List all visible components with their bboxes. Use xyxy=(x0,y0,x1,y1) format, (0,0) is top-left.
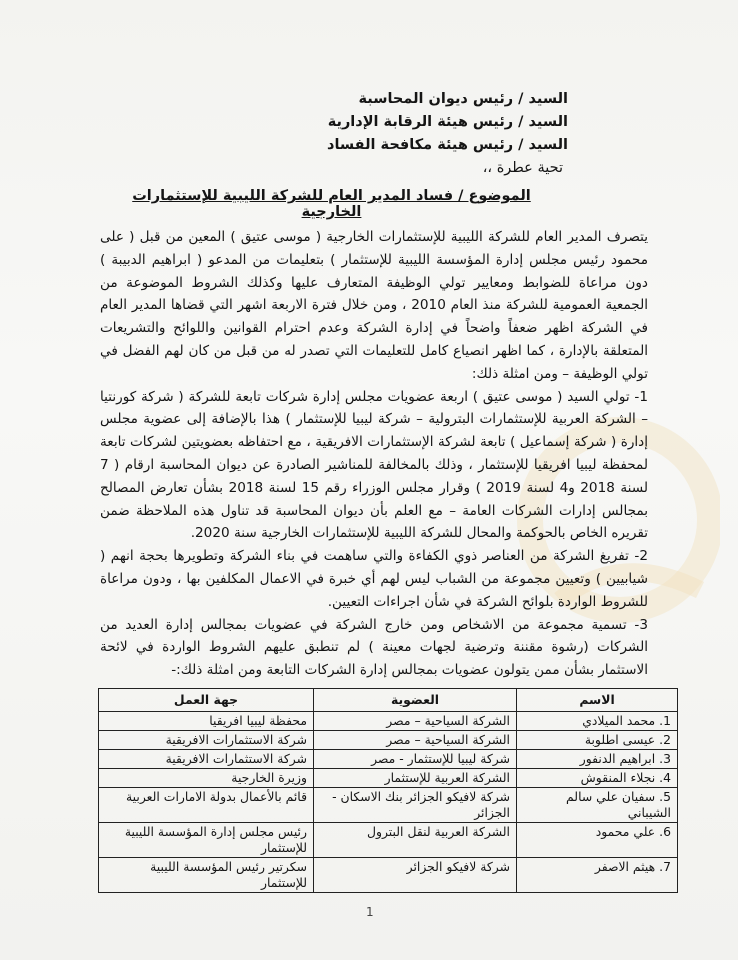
table-row xyxy=(99,731,678,750)
addressee-line: السيد / رئيس ديوان المحاسبة xyxy=(358,91,568,107)
employer-cell: شركة الاستثمارات الافريقية xyxy=(99,731,314,750)
row-number: 5. xyxy=(659,789,671,804)
person-name: عيسى اطلوبة xyxy=(584,732,656,747)
person-name: هيثم الاصفر xyxy=(594,859,656,874)
page-number: 1 xyxy=(366,905,374,919)
person-name: علي محمود xyxy=(595,824,656,839)
person-name: محمد الميلادي xyxy=(582,713,656,728)
greeting: تحية عطرة ،، xyxy=(482,160,563,176)
row-number: 1. xyxy=(659,713,671,728)
table-row xyxy=(99,823,678,858)
name-cell xyxy=(517,750,678,769)
name-cell xyxy=(517,731,678,750)
membership-cell: الشركة العربية للإستثمار xyxy=(314,769,517,788)
person-name: نجلاء المنقوش xyxy=(580,770,656,785)
person-name: ابراهيم الدنفور xyxy=(579,751,656,766)
addressee-line: السيد / رئيس هيئة الرقابة الإدارية xyxy=(327,114,568,130)
membership-cell: الشركة السياحية – مصر xyxy=(314,712,517,731)
membership-cell: شركة لافيكو الجزائر بنك الاسكان - الجزائر xyxy=(314,788,517,823)
name-cell xyxy=(517,712,678,731)
header-name: الاسم xyxy=(517,689,678,712)
name-cell xyxy=(517,858,678,893)
addressee-list xyxy=(208,88,568,157)
person-name: سفيان علي سالم الشيباني xyxy=(566,789,671,820)
name-cell xyxy=(517,769,678,788)
table-row xyxy=(99,788,678,823)
employer-cell: سكرتير رئيس المؤسسة الليبية للإستثمار xyxy=(99,858,314,893)
table-header-row xyxy=(99,689,678,712)
employer-cell: رئيس مجلس إدارة المؤسسة الليبية للإستثمار xyxy=(99,823,314,858)
table-row xyxy=(99,712,678,731)
intro-paragraph: يتصرف المدير العام للشركة الليبية للإستثمارات الخارجية ( موسى عتيق ) المعين من قبل ( على محمود رئيس مجلس إدارة المؤسسة الليبية للإستثمار ) بتعليمات من المدعو ( ابراهيم الدبيبة ) دون مراعاة للضوابط ومعايير تولي الوظيفة المتعارف عليها وكذلك الشروط الموضوعة من الجمعية العمومية للشركة منذ العام 2010 ، ومن خلال فترة الاربعة اشهر التي قضاها المدير العام في الشركة اظهر ضعفاً واضحاً في إدارة الشركة وعدم احترام القوانين واللوائح والتشريعات المتعلقة بالإدارة ، كما اظهر انصياع كامل للتعليمات التي تصدر له من قبل من كان لهم الفضل في تولي الوظيفة – ومن امثلة ذلك: xyxy=(100,229,649,382)
row-number: 7. xyxy=(659,859,671,874)
list-item: 1- تولي السيد ( موسى عتيق ) اربعة عضويات مجلس إدارة شركات تابعة للشركة ( شركة كورنتيا – الشركة العربية للإستثمارات البترولية – شركة ليبيا للإستثمار ) هذا بالإضافة إلى عضوية مجلس إدارة ( شركة إسماعيل ) تابعة لشركة الإستثمارات الافريقية ، مع احتفاظه بعضويتين لشركات تابعة لمحفظة ليبيا افريقيا للإستثمار ، وذلك بالمخالفة للمناشير الصادرة عن ديوان المحاسبة ارقام ( 7 لسنة 2018 و4 لسنة 2019 ) وقرار مجلس الوزراء رقم 15 لسنة 2018 بشأن تعارض المصالح بمجالس إدارات الشركات العامة – مع العلم بأن ديوان المحاسبة قد تناول هذه الملاحظة ضمن تقريره الخاص بالحوكمة والمحال للشركة الليبية للإستثمارات الخارجية سنة 2020. xyxy=(100,388,649,542)
table-row xyxy=(99,858,678,893)
row-number: 4. xyxy=(659,770,671,785)
addressee-line: السيد / رئيس هيئة مكافحة الفساد xyxy=(327,137,568,153)
header-employer: جهة العمل xyxy=(99,689,314,712)
list-item: 3- تسمية مجموعة من الاشخاص ومن خارج الشركة في عضويات بمجالس إدارة العديد من الشركات (رشوة مقننة وترضية لجهات معينة ) لم تنطبق عليهم الشروط الواردة في لائحة الاستثمار بشأن ممن يتولون عضويات بمجالس إدارة الشركات التابعة ومن امثلة ذلك:- xyxy=(100,616,648,679)
row-number: 2. xyxy=(659,732,671,747)
table-row xyxy=(99,750,678,769)
members-table xyxy=(98,688,678,893)
membership-cell: الشركة السياحية – مصر xyxy=(314,731,517,750)
table-row xyxy=(99,769,678,788)
letter-body xyxy=(100,226,648,682)
membership-cell: شركة لافيكو الجزائر xyxy=(314,858,517,893)
employer-cell: قائم بالأعمال بدولة الامارات العربية xyxy=(99,788,314,823)
list-item: 2- تفريغ الشركة من العناصر ذوي الكفاءة والتي ساهمت في بناء الشركة وتطويرها بحجة انهم ( شيابيين ) وتعيين مجموعة من الشباب ليس لهم أي خبرة في الاعمال المكلفين بها ، ودون مراعاة للشروط الواردة بلوائح الشركة في شأن اجراءات التعيين. xyxy=(100,548,648,610)
name-cell xyxy=(517,788,678,823)
header-membership: العضوية xyxy=(314,689,517,712)
employer-cell: محفظة ليبيا افريقيا xyxy=(99,712,314,731)
subject-line: الموضوع / فساد المدير العام للشركة الليبية للإستثمارات الخارجية xyxy=(132,188,531,220)
membership-cell: الشركة العربية لنقل البترول xyxy=(314,823,517,858)
employer-cell: وزيرة الخارجية xyxy=(99,769,314,788)
name-cell xyxy=(517,823,678,858)
membership-cell: شركة ليبيا للإستثمار - مصر xyxy=(314,750,517,769)
employer-cell: شركة الاستثمارات الافريقية xyxy=(99,750,314,769)
row-number: 3. xyxy=(659,751,671,766)
row-number: 6. xyxy=(659,824,671,839)
